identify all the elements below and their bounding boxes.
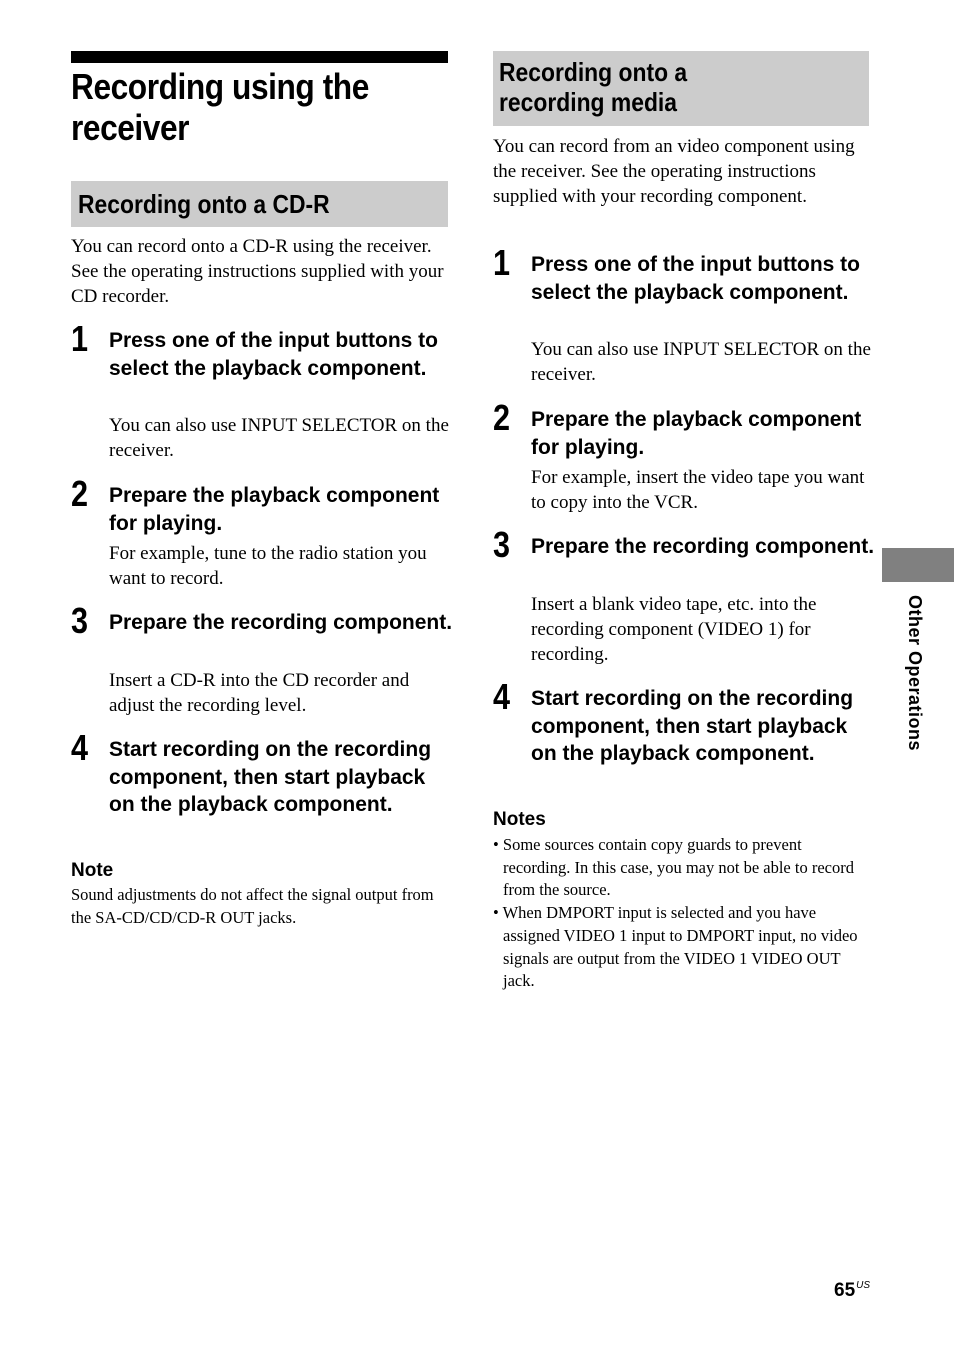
step-number: 4 — [71, 727, 89, 768]
step-title: Prepare the recording component. — [109, 611, 453, 634]
note-text: Sound adjustments do not affect the signal output from the SA-CD/CD/CD-R OUT jacks. — [71, 885, 434, 927]
step-body: You can also use INPUT SELECTOR on the receiver. — [109, 415, 449, 461]
step-body: Insert a blank video tape, etc. into the recording component (VIDEO 1) for recording. — [531, 594, 817, 665]
step-title: Press one of the input buttons to select the playback component. — [531, 253, 860, 304]
title-rule — [71, 51, 448, 63]
step-number: 1 — [493, 242, 511, 283]
step-body: For example, insert the video tape you want to copy into the VCR. — [531, 467, 865, 513]
page-title: Recording using the receiver — [71, 66, 369, 148]
intro-recording-media: You can record from an video component using the receiver. See the operating instructions supplied with your recording component. — [493, 136, 855, 207]
step-number: 2 — [493, 397, 511, 438]
note-title: Note — [71, 860, 114, 881]
step-title: Prepare the recording component. — [531, 535, 875, 558]
step-title: Press one of the input buttons to select the playback component. — [109, 329, 438, 380]
step-number: 4 — [493, 676, 511, 717]
step-body: You can also use INPUT SELECTOR on the receiver. — [531, 339, 871, 385]
list-item: • Some sources contain copy guards to prevent recording. In this case, you may not be able to record from the source. — [493, 835, 854, 900]
section-title-cdr: Recording onto a CD-R — [71, 181, 448, 227]
page-suffix: US — [856, 1280, 871, 1291]
step-title: Start recording on the recording component, then start playback on the playback component. — [109, 738, 432, 816]
step-title: Prepare the playback component for playing. — [531, 408, 862, 459]
list-item: • When DMPORT input is selected and you have assigned VIDEO 1 input to DMPORT input, no video signals are output from the VIDEO 1 VIDEO OUT jack. — [493, 903, 858, 991]
step-number: 2 — [71, 473, 89, 514]
step-number: 3 — [71, 600, 89, 641]
step-body: For example, tune to the radio station you want to record. — [109, 543, 427, 589]
notes-title: Notes — [493, 809, 546, 830]
notes-list — [493, 834, 869, 993]
step-number: 1 — [71, 318, 89, 359]
section-tab-marker — [882, 548, 954, 582]
side-tab-label: Other Operations — [905, 595, 925, 752]
step-number: 3 — [493, 524, 511, 565]
page-number: $65^{US}$ — [834, 1280, 871, 1301]
section-title-recording-media: Recording onto a recording media — [493, 51, 869, 126]
step-title: Start recording on the recording component, then start playback on the playback component. — [531, 687, 854, 765]
step-body: Insert a CD-R into the CD recorder and adjust the recording level. — [109, 670, 410, 716]
intro-cdr: You can record onto a CD-R using the receiver. See the operating instructions supplied with your CD recorder. — [71, 236, 444, 307]
step-title: Prepare the playback component for playing. — [109, 484, 440, 535]
